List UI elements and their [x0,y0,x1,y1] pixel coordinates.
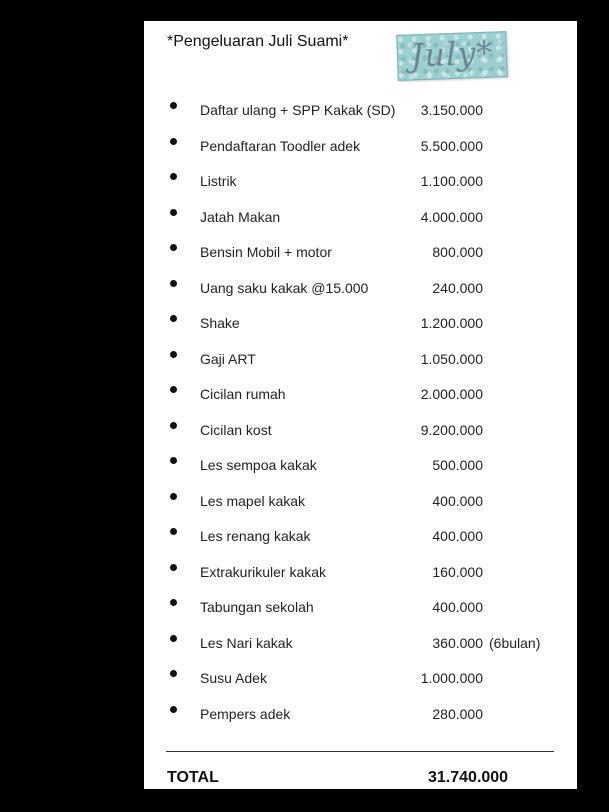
bullet-icon [170,422,177,429]
bullet-icon [170,599,177,606]
bullet-icon [170,351,177,358]
total-amount: 31.740.000 [428,769,509,786]
expense-amount: 160.000 [432,563,483,580]
expense-label: Les Nari kakak [200,634,293,651]
expense-label: Cicilan rumah [200,386,286,402]
expense-amount: 360.000 [432,634,483,651]
expense-row [144,482,577,518]
bullet-icon [170,280,177,287]
expense-list [144,91,577,730]
expense-label: Shake [200,315,240,331]
expense-amount: 400.000 [432,599,483,615]
expense-note: (6bulan) [489,634,541,651]
expense-sheet [144,21,577,789]
expense-amount: 5.500.000 [420,137,483,154]
expense-label: Tabungan sekolah [200,599,314,615]
page-title: *Pengeluaran Juli Suami* [167,33,349,50]
bullet-icon [170,706,177,713]
expense-label: Uang saku kakak @15.000 [200,279,369,296]
bullet-icon [170,138,177,145]
expense-label: Extrakurikuler kakak [200,563,327,580]
expense-row [144,411,577,447]
expense-row [144,162,577,198]
bullet-icon [170,493,177,500]
expense-label: Pempers adek [200,705,291,722]
expense-amount: 4.000.000 [420,208,483,225]
expense-label: Les mapel kakak [200,492,306,509]
expense-row [144,659,577,695]
expense-amount: 800.000 [432,244,483,260]
bullet-icon [170,386,177,393]
expense-label: Listrik [200,173,237,189]
expense-label: Jatah Makan [200,208,281,225]
bullet-icon [170,670,177,677]
expense-row [144,553,577,589]
expense-amount: 1.050.000 [420,350,483,367]
expense-label: Gaji ART [200,350,256,367]
bullet-icon [170,173,177,180]
expense-row [144,517,577,553]
expense-row [144,588,577,624]
sticker-text: July* [409,33,494,75]
expense-row [144,340,577,376]
expense-label: Susu Adek [200,670,267,686]
total-divider [166,751,554,752]
bullet-icon [170,244,177,251]
expense-amount: 9.200.000 [420,421,483,438]
expense-label: Les sempoa kakak [200,457,317,473]
expense-row [144,624,577,660]
expense-amount: 400.000 [432,492,483,509]
expense-amount: 1.200.000 [420,315,483,331]
expense-row [144,695,577,731]
expense-amount: 1.000.000 [420,670,483,686]
bullet-icon [170,315,177,322]
expense-row [144,233,577,269]
expense-amount: 2.000.000 [420,386,483,402]
expense-row [144,198,577,234]
expense-amount: 500.000 [432,457,483,473]
expense-amount: 1.100.000 [420,173,483,189]
expense-label: Daftar ulang + SPP Kakak (SD) [200,102,396,118]
expense-label: Pendaftaran Toodler adek [200,137,361,154]
bullet-icon [170,102,177,109]
expense-label: Les renang kakak [200,528,311,544]
bullet-icon [170,635,177,642]
expense-row [144,304,577,340]
expense-label: Bensin Mobil + motor [200,244,332,260]
expense-amount: 3.150.000 [420,102,483,118]
expense-row [144,446,577,482]
july-sticker [396,31,508,81]
expense-amount: 280.000 [432,705,483,722]
expense-row [144,269,577,305]
expense-row [144,91,577,127]
total-label: TOTAL [167,769,219,786]
bullet-icon [170,564,177,571]
bullet-icon [170,528,177,535]
expense-amount: 240.000 [432,279,483,296]
expense-row [144,127,577,163]
expense-row [144,375,577,411]
expense-amount: 400.000 [432,528,483,544]
bullet-icon [170,209,177,216]
bullet-icon [170,457,177,464]
expense-label: Cicilan kost [200,421,272,438]
